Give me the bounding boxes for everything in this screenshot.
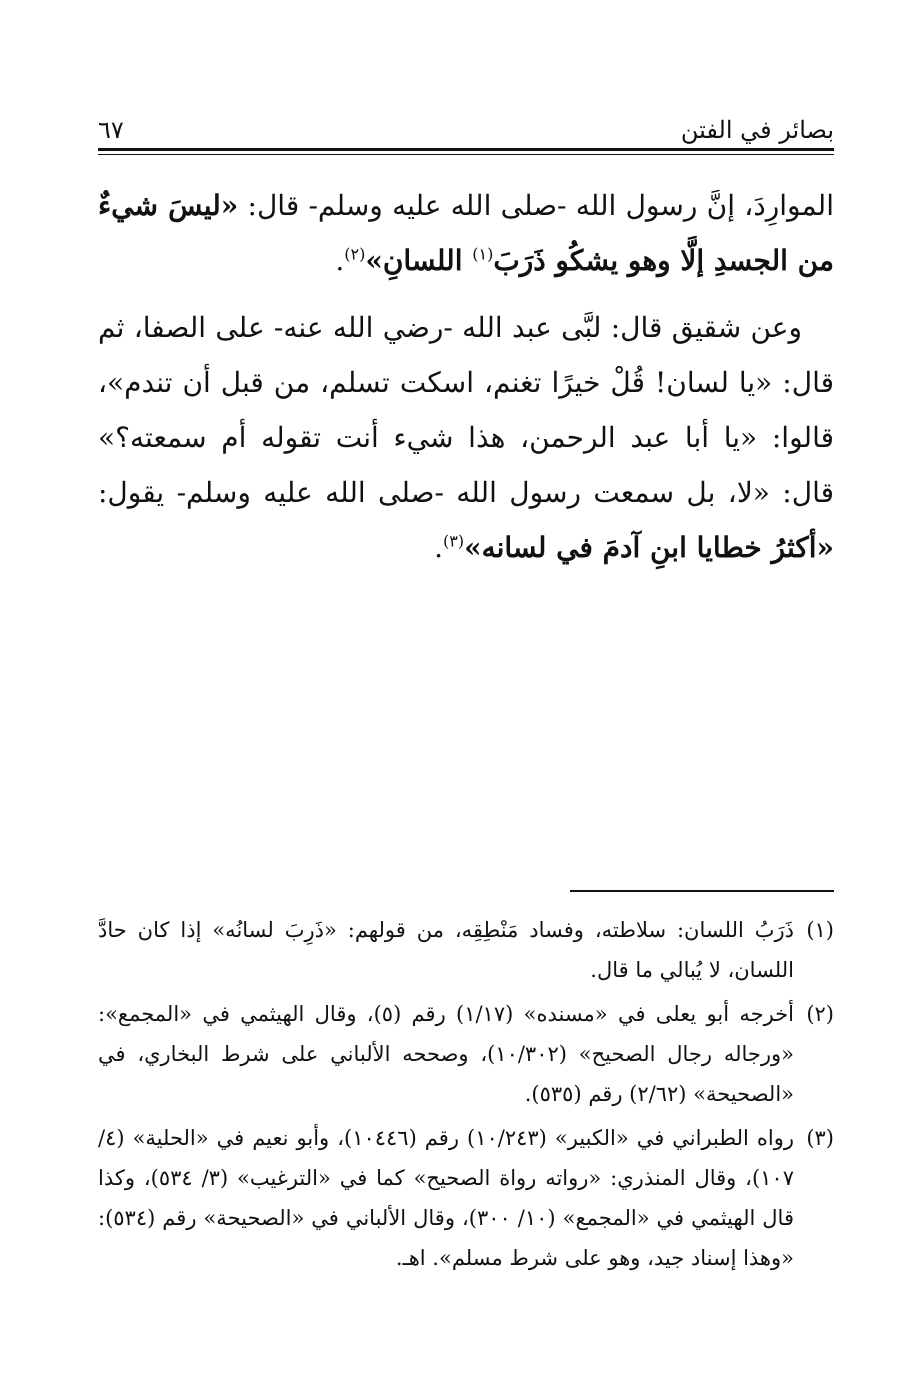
paragraph-1: [98, 178, 834, 288]
paragraph-2: [98, 300, 834, 575]
paragraph-2-end: .: [434, 531, 443, 564]
running-header: [98, 104, 834, 144]
main-text: [98, 178, 834, 587]
footnote-number: (١): [806, 918, 834, 942]
paragraph-1-end: .: [335, 244, 345, 277]
footnote-1: [98, 910, 834, 990]
hadith-quote-1-end: اللسانِ»: [365, 244, 473, 277]
page-number: ٦٧: [98, 116, 124, 144]
footnote-text: أخرجه أبو يعلى في «مسنده» (١/١٧) رقم (٥)، وقال الهيثمي في «المجمع»: «ورجاله رجال الصحيح» (١٠/٣٠٢)، وصححه الألباني على شرط البخاري، في «الصحيحة» (٢/٦٢) رقم (٥٣٥).: [98, 1002, 794, 1106]
footnote-text: رواه الطبراني في «الكبير» (١٠/٢٤٣) رقم (١٠٤٤٦)، وأبو نعيم في «الحلية» (٤/ ١٠٧)، وقال المنذري: «رواته رواة الصحيح» كما في «الترغيب» (٣/ ٥٣٤)، وكذا قال الهيثمي في «المجمع» (١٠/ ٣٠٠)، وقال الألباني في «الصحيحة» رقم (٥٣٤): «وهذا إسناد جيد، وهو على شرط مسلم». اهـ.: [98, 1126, 794, 1270]
footnote-text: ذَرَبُ اللسان: سلاطته، وفساد مَنْطِقِه، من قولهم: «ذَرِبَ لسانُه» إذا كان حادَّ اللسان، لا يُبالي ما قال.: [98, 918, 794, 982]
paragraph-1-text: الموارِدَ، إنَّ رسول الله -صلى الله عليه وسلم- قال:: [238, 189, 834, 222]
footnotes: [98, 910, 834, 1282]
paragraph-2-text: وعن شقيق قال: لبَّى عبد الله -رضي الله عنه- على الصفا، ثم قال: «يا لسان! قُلْ خيرًا تغنم، اسكت تسلم، من قبل أن تندم»، قالوا: «يا أبا عبد الرحمن، هذا شيء أنت تقوله أم سمعته؟» قال: «لا، بل سمعت رسول الله -صلى الله عليه وسلم- يقول:: [98, 311, 834, 509]
footnote-ref-3: (٣): [442, 531, 465, 551]
header-rule-thin: [98, 154, 834, 155]
header-rule-thick: [98, 148, 834, 151]
footnote-3: [98, 1118, 834, 1278]
hadith-quote-2: «أكثرُ خطايا ابنِ آدمَ في لسانه»: [464, 531, 834, 564]
footnote-number: (٢): [806, 1002, 834, 1026]
footnote-ref-1: (١): [472, 244, 494, 264]
footnote-2: [98, 994, 834, 1114]
footnote-ref-2: (٢): [344, 244, 366, 264]
running-title: بصائر في الفتن: [680, 116, 834, 144]
footnote-number: (٣): [806, 1126, 834, 1150]
footnote-separator: [570, 890, 834, 892]
hadith-quote-1: «ليسَ شيءٌ من الجسدِ إلَّا وهو يشكُو ذَرَبَ: [98, 189, 834, 277]
